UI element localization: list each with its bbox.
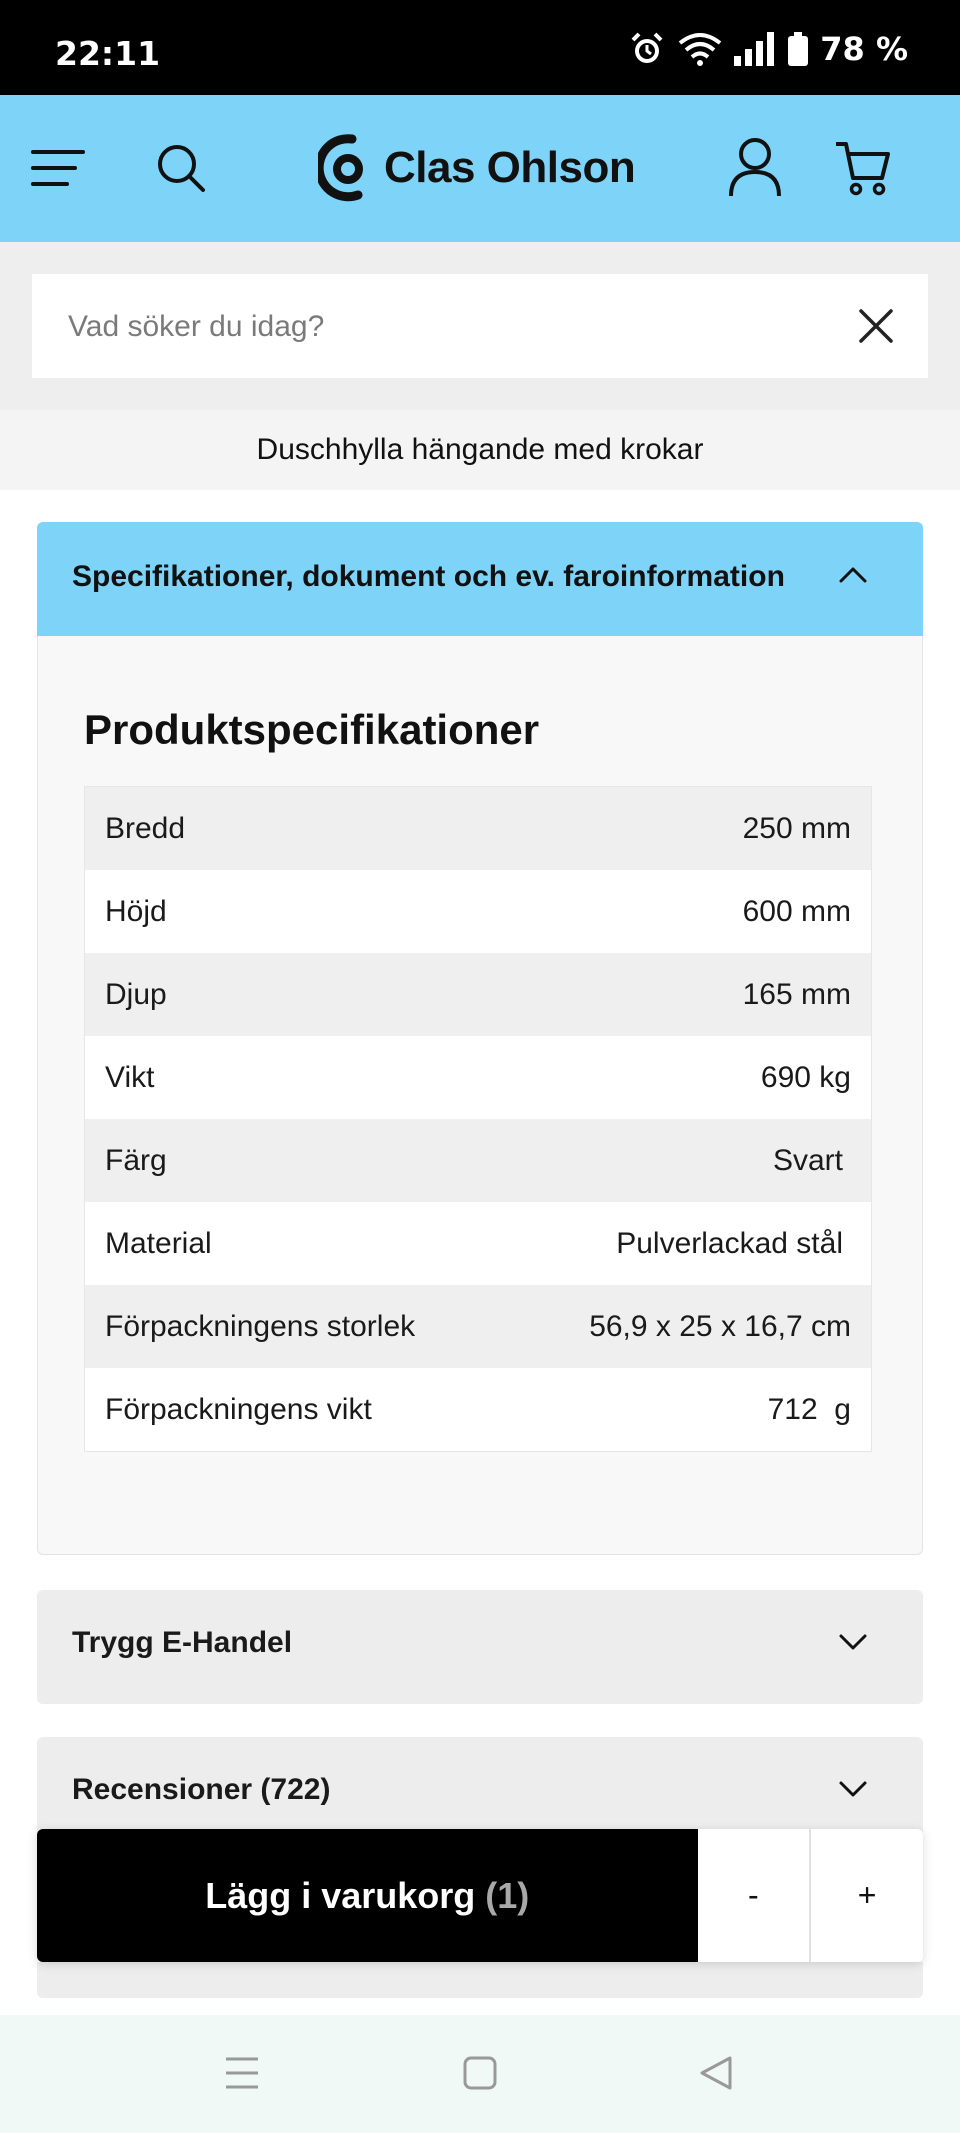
back-button[interactable] [698, 2055, 734, 2096]
spec-row [85, 1036, 871, 1119]
account-button[interactable] [726, 135, 784, 199]
logo[interactable] [318, 133, 635, 203]
cart-quantity-count: (1) [485, 1874, 530, 1916]
spec-value: Pulverlackad stål [616, 1226, 843, 1260]
spec-row [85, 1285, 871, 1368]
alarm-icon [628, 30, 666, 68]
battery-icon [788, 32, 808, 66]
spec-name: Material [105, 1226, 212, 1260]
logo-text: Clas Ohlson [384, 143, 636, 192]
spec-name: Djup [105, 977, 167, 1011]
menu-icon [31, 148, 85, 188]
spec-value: 712 g [767, 1392, 851, 1426]
quantity-decrease-button[interactable]: - [698, 1829, 812, 1962]
close-icon [856, 306, 896, 346]
back-icon [698, 2055, 734, 2091]
search-area [0, 242, 960, 410]
search-input[interactable] [66, 274, 830, 380]
product-title: Duschhylla hängande med krokar [0, 410, 960, 490]
accordion-specifications-body [37, 636, 923, 1555]
add-to-cart-bar [37, 1829, 923, 1962]
cart-button[interactable] [832, 137, 894, 199]
spec-value: 250 mm [742, 811, 851, 845]
chevron-up-icon [838, 564, 868, 584]
spec-name: Vikt [105, 1060, 155, 1094]
logo-icon [318, 133, 370, 203]
spec-row [85, 870, 871, 953]
spec-value: 690 kg [760, 1060, 851, 1094]
spec-value: 56,9 x 25 x 16,7 cm [589, 1309, 851, 1343]
quantity-increase-button[interactable]: + [811, 1829, 923, 1962]
spec-row [85, 1119, 871, 1202]
accordion-trygg-ehandel[interactable] [37, 1590, 923, 1704]
spec-name: Förpackningens storlek [105, 1309, 416, 1343]
add-to-cart-button[interactable] [37, 1829, 698, 1962]
spec-row [85, 787, 871, 870]
search-box [32, 274, 928, 378]
spec-row [85, 1368, 871, 1451]
accordion-trygg-label: Trygg E-Handel [72, 1626, 293, 1659]
status-time: 22:11 [55, 34, 161, 73]
home-button[interactable] [462, 2055, 498, 2096]
accordion-reviews-label: Recensioner (722) [72, 1773, 331, 1806]
site-header [0, 95, 960, 242]
spec-name: Färg [105, 1143, 167, 1177]
spec-name: Höjd [105, 894, 167, 928]
recents-button[interactable] [224, 2055, 260, 2096]
battery-percent: 78 % [820, 30, 908, 68]
spec-table [84, 786, 872, 1452]
wifi-icon [678, 31, 722, 67]
accordion-specifications-header[interactable] [37, 522, 923, 636]
status-bar [0, 0, 960, 95]
accordion-next[interactable] [37, 1962, 923, 1998]
account-icon [728, 136, 782, 198]
chevron-down-icon [838, 1632, 868, 1652]
signal-icon [734, 32, 776, 66]
spec-name: Bredd [105, 811, 186, 845]
spec-value: Svart [772, 1143, 843, 1177]
chevron-down-icon [838, 1779, 868, 1799]
spec-name: Förpackningens vikt [105, 1392, 372, 1426]
spec-heading: Produktspecifikationer [84, 706, 540, 753]
status-icons [628, 30, 908, 68]
spec-row [85, 1202, 871, 1285]
spec-row [85, 953, 871, 1036]
cart-icon [834, 140, 892, 196]
system-nav-bar [0, 2015, 960, 2133]
add-to-cart-label: Lägg i varukorg [205, 1874, 476, 1916]
clear-search-button[interactable] [856, 306, 896, 346]
recents-icon [224, 2055, 260, 2091]
spec-value: 165 mm [742, 977, 851, 1011]
search-icon [156, 143, 206, 193]
spec-value: 600 mm [742, 894, 851, 928]
search-button[interactable] [154, 141, 208, 195]
home-icon [462, 2055, 498, 2091]
accordion-specifications-label: Specifikationer, dokument och ev. faroinformation [72, 560, 785, 593]
menu-button[interactable] [28, 145, 88, 191]
